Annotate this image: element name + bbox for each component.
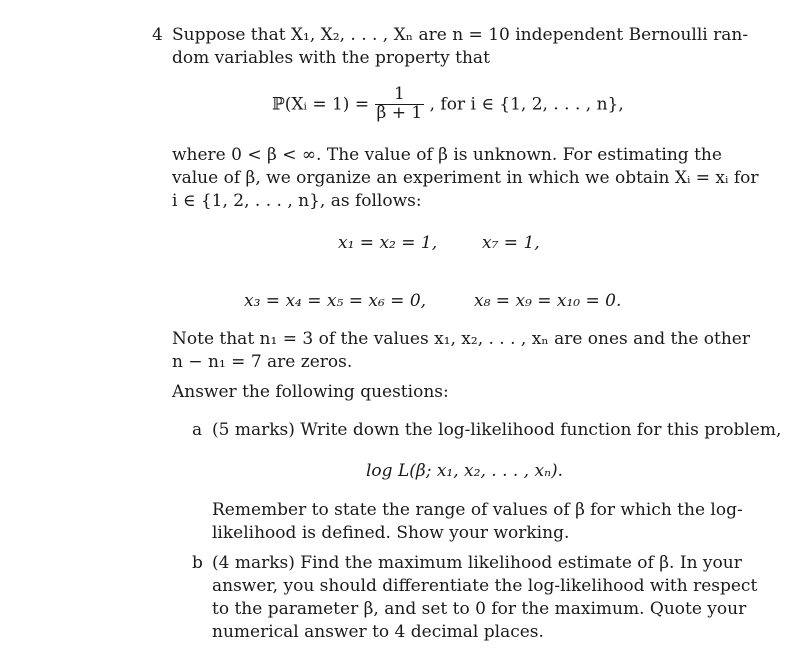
part-a-formula: log L(β; x₁, x₂, . . . , xₙ). xyxy=(366,461,564,481)
part-a-label: a xyxy=(192,420,203,440)
part-b-line-2: answer, you should differentiate the log-likelihood with respect xyxy=(212,576,758,596)
observation-row2-b: x₈ = x₉ = x₁₀ = 0. xyxy=(474,291,622,311)
part-a-line-3: likelihood is defined. Show your working. xyxy=(212,523,570,543)
note-line-1: Note that n₁ = 3 of the values x₁, x₂, . . . , xₙ are ones and the other xyxy=(172,329,750,349)
part-a-line-2: Remember to state the range of values of β for which the log- xyxy=(212,500,743,520)
prob-eq-lhs: ℙ(Xᵢ = 1) = xyxy=(272,94,370,115)
part-b-line-4: numerical answer to 4 decimal places. xyxy=(212,622,544,642)
part-a-line-1: (5 marks) Write down the log-likelihood function for this problem, xyxy=(212,420,782,440)
part-b-line-1: (4 marks) Find the maximum likelihood estimate of β. In your xyxy=(212,553,742,573)
note-line-2: n − n₁ = 7 are zeros. xyxy=(172,352,353,372)
prob-eq-fraction xyxy=(375,86,425,123)
part-b-label: b xyxy=(192,553,203,573)
intro-line-2: dom variables with the property that xyxy=(172,48,490,68)
where-line-1: where 0 < β < ∞. The value of β is unknown. For estimating the xyxy=(172,145,722,165)
observation-row1-b: x₇ = 1, xyxy=(482,233,540,253)
problem-number: 4 xyxy=(152,25,163,45)
where-line-2: value of β, we organize an experiment in which we obtain Xᵢ = xᵢ for xyxy=(172,168,759,188)
prob-eq-denominator: β + 1 xyxy=(376,102,423,123)
part-b-line-3: to the parameter β, and set to 0 for the maximum. Quote your xyxy=(212,599,747,619)
prob-eq-numerator: 1 xyxy=(375,86,425,105)
answer-prompt: Answer the following questions: xyxy=(172,382,449,402)
observation-row2-a: x₃ = x₄ = x₅ = x₆ = 0, xyxy=(244,291,427,311)
prob-eq-rhs: , for i ∈ {1, 2, . . . , n}, xyxy=(429,94,624,115)
probability-equation xyxy=(272,86,624,123)
observation-row1-a: x₁ = x₂ = 1, xyxy=(338,233,438,253)
intro-line-1: Suppose that X₁, X₂, . . . , Xₙ are n = 10 independent Bernoulli ran- xyxy=(172,25,749,45)
where-line-3: i ∈ {1, 2, . . . , n}, as follows: xyxy=(172,191,422,211)
